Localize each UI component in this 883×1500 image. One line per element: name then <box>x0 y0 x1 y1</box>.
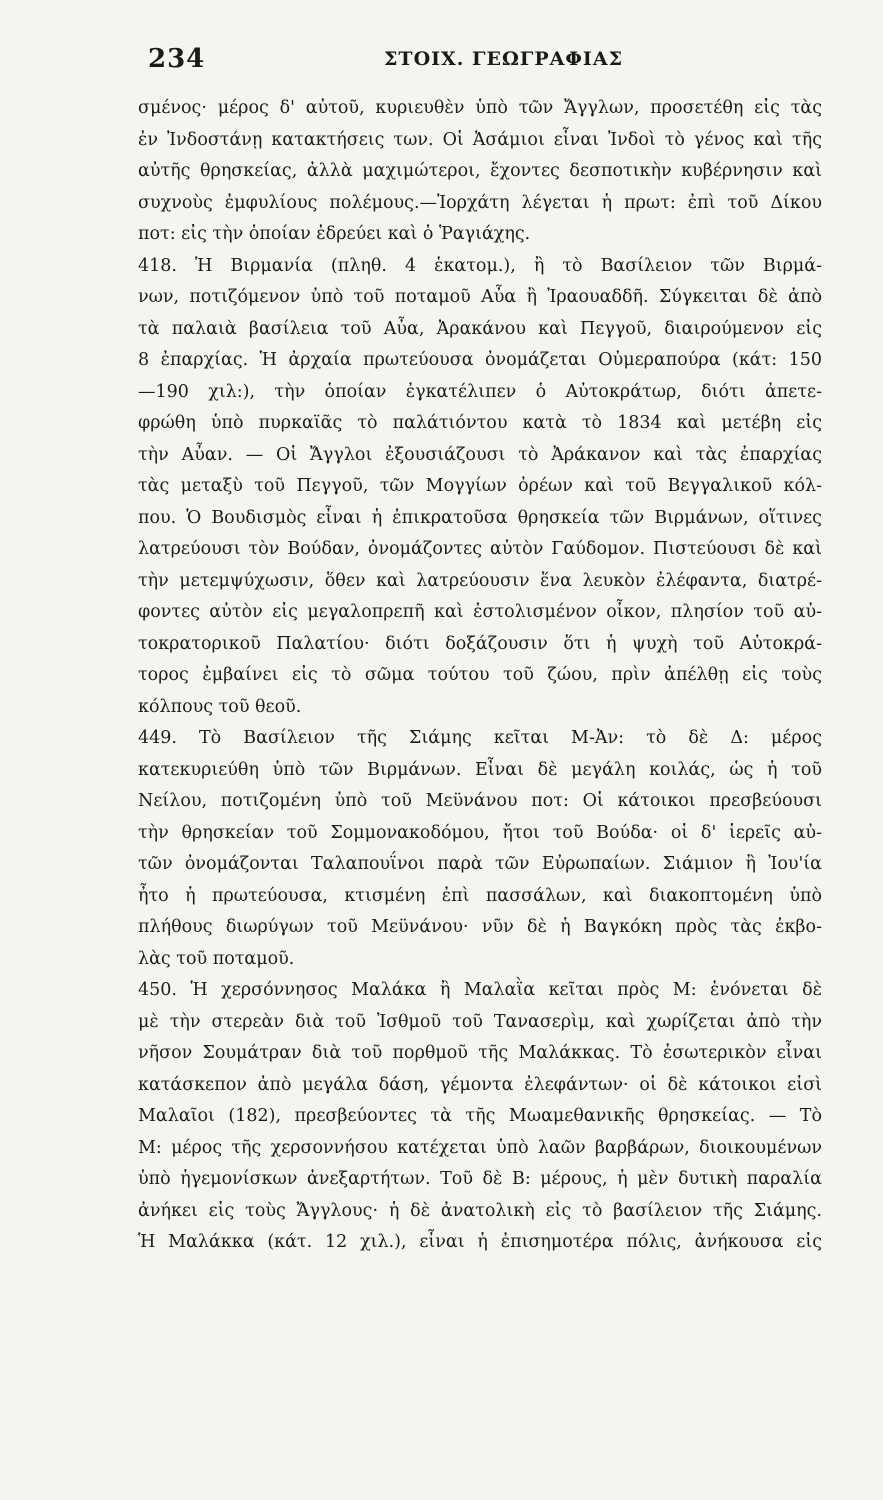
section-450-start: 450. Ἡ χερσόννησος Μαλάκα ἢ Μαλαῒα κεῖται πρὸς Μ: ἑνόνεται δὲ <box>138 980 822 1000</box>
page-number: 234 <box>148 44 206 74</box>
text-line: τοκρατορικοῦ Παλατίου· διότι δοξάζουσιν ὅτι ἡ ψυχὴ τοῦ Αὐτοκρά- <box>138 633 822 654</box>
text-line: μὲ τὴν στερεὰν διὰ τοῦ Ἰσθμοῦ τοῦ Τανασερὶμ, καὶ χωρίζεται ἀπὸ τὴν <box>138 1011 822 1032</box>
text-line: τὴν θρησκείαν τοῦ Σομμονακοδόμου, ἤτοι τοῦ Βούδα· οἱ δ' ἱερεῖς αὐ- <box>138 822 822 843</box>
text-line: τὰς μεταξὺ τοῦ Πεγγοῦ, τῶν Μογγίων ὀρέων καὶ τοῦ Βεγγαλικοῦ κόλ- <box>138 476 822 496</box>
text-line: νῆσον Σουμάτραν διὰ τοῦ πορθμοῦ τῆς Μαλάκκας. Τὸ ἐσωτερικὸν εἶναι <box>138 1043 822 1063</box>
text-line: τὴν Αὖαν. — Οἱ Ἄγγλοι ἐξουσιάζουσι τὸ Ἀράκανον καὶ τὰς ἐπαρχίας <box>138 444 822 465</box>
page-header <box>148 44 808 84</box>
text-line: τὰ παλαιὰ βασίλεια τοῦ Αὖα, Ἀρακάνου καὶ Πεγγοῦ, διαιρούμενον εἰς <box>138 318 822 339</box>
text-line: λὰς τοῦ ποταμοῦ. <box>138 948 295 969</box>
text-line: Ἡ Μαλάκκα (κάτ. 12 χιλ.), εἶναι ἡ ἐπισημοτέρα πόλις, ἀνήκουσα εἰς <box>138 1232 822 1252</box>
text-line: ἀνήκει εἰς τοὺς Ἄγγλους· ἡ δὲ ἀνατολικὴ εἰς τὸ βασίλειον τῆς Σιάμης. <box>138 1200 822 1221</box>
running-title: ΣΤΟΙΧ. ΓΕΩΓΡΑΦΙΑΣ <box>384 48 623 70</box>
text-line: Μ: μέρος τῆς χερσοννήσου κατέχεται ὑπὸ λαῶν βαρβάρων, διοικουμένων <box>138 1137 822 1158</box>
text-line: λατρεύουσι τὸν Βούδαν, ὀνομάζοντες αὐτὸν Γαύδομον. Πιστεύουσι δὲ καὶ <box>138 539 822 559</box>
text-line: πλήθους διωρύγων τοῦ Μεϋνάνου· νῦν δὲ ἡ Βαγκόκη πρὸς τὰς ἐκβο- <box>138 917 822 937</box>
text-line: κόλπους τοῦ θεοῦ. <box>138 696 302 717</box>
text-line: αὐτῆς θρησκείας, ἀλλὰ μαχιμώτεροι, ἔχοντες δεσποτικὴν κυβέρνησιν καὶ <box>138 161 822 181</box>
text-line: τὴν μετεμψύχωσιν, ὅθεν καὶ λατρεύουσιν ἕνα λευκὸν ἐλέφαντα, διατρέ- <box>138 570 822 591</box>
text-line: Νείλου, ποτιζομένη ὑπὸ τοῦ Μεϋνάνου ποτ: Οἱ κάτοικοι πρεσβεύουσι <box>138 791 822 811</box>
text-line: ἦτο ἡ πρωτεύουσα, κτισμένη ἐπὶ πασσάλων, καὶ διακοπτομένη ὑπὸ <box>138 885 822 906</box>
text-line: ποτ: εἰς τὴν ὁποίαν ἑδρεύει καὶ ὁ Ῥαγιάχης. <box>138 224 531 244</box>
text-line: που. Ὁ Βουδισμὸς εἶναι ἡ ἐπικρατοῦσα θρησκεία τῶν Βιρμάνων, οἵτινες <box>138 507 822 528</box>
text-line: Μαλαῖοι (182), πρεσβεύοντες τὰ τῆς Μωαμεθανικῆς θρησκείας. — Τὸ <box>138 1106 822 1126</box>
text-line: ὑπὸ ἡγεμονίσκων ἀνεξαρτήτων. Τοῦ δὲ Β: μέρους, ἡ μὲν δυτικὴ παραλία <box>138 1169 822 1189</box>
text-line: τορος ἐμβαίνει εἰς τὸ σῶμα τούτου τοῦ ζώου, πρὶν ἀπέλθῃ εἰς τοὺς <box>138 665 822 685</box>
text-line: φρώθη ὑπὸ πυρκαϊᾶς τὸ παλάτιόντου κατὰ τὸ 1834 καὶ μετέβη εἰς <box>138 413 822 433</box>
section-418-start: 418. Ἡ Βιρμανία (πληθ. 4 ἑκατομ.), ἢ τὸ Βασίλειον τῶν Βιρμά- <box>138 255 822 276</box>
text-line: σμένος· μέρος δ' αὐτοῦ, κυριευθὲν ὑπὸ τῶν Ἄγγλων, προσετέθη εἰς τὰς <box>138 98 822 118</box>
text-line: φοντες αὐτὸν εἰς μεγαλοπρεπῆ καὶ ἐστολισμένον οἶκον, πλησίον τοῦ αὐ- <box>138 602 822 622</box>
text-line: συχνοὺς ἐμφυλίους πολέμους.—Ἰορχάτη λέγεται ἡ πρωτ: ἐπὶ τοῦ Δίκου <box>138 192 822 213</box>
text-line: κατάσκεπον ἀπὸ μεγάλα δάση, γέμοντα ἐλεφάντων· οἱ δὲ κάτοικοι εἰσὶ <box>138 1074 822 1095</box>
text-line: ἐν Ἰνδοστάνῃ κατακτήσεις των. Οἱ Ἀσάμιοι εἶναι Ἰνδοὶ τὸ γένος καὶ τῆς <box>138 129 822 150</box>
text-line: —190 χιλ:), τὴν ὁποίαν ἐγκατέλιπεν ὁ Αὐτοκράτωρ, διότι ἀπετε- <box>138 381 822 402</box>
body-text <box>138 93 822 1259</box>
section-449-start: 449. Τὸ Βασίλειον τῆς Σιάμης κεῖται Μ-Ἀν: τὸ δὲ Δ: μέρος <box>138 728 822 748</box>
text-line: 8 ἐπαρχίας. Ἡ ἀρχαία πρωτεύουσα ὀνομάζεται Οὐμεραπούρα (κάτ: 150 <box>138 350 822 370</box>
text-line: κατεκυριεύθη ὑπὸ τῶν Βιρμάνων. Εἶναι δὲ μεγάλη κοιλάς, ὡς ἡ τοῦ <box>138 759 822 780</box>
text-line: νων, ποτιζόμενον ὑπὸ τοῦ ποταμοῦ Αὖα ἢ Ἰραουαδδῆ. Σύγκειται δὲ ἀπὸ <box>138 287 822 307</box>
text-line: τῶν ὀνομάζονται Ταλαπουΐνοι παρὰ τῶν Εὐρωπαίων. Σιάμιον ἢ Ἰου'ία <box>138 854 822 874</box>
